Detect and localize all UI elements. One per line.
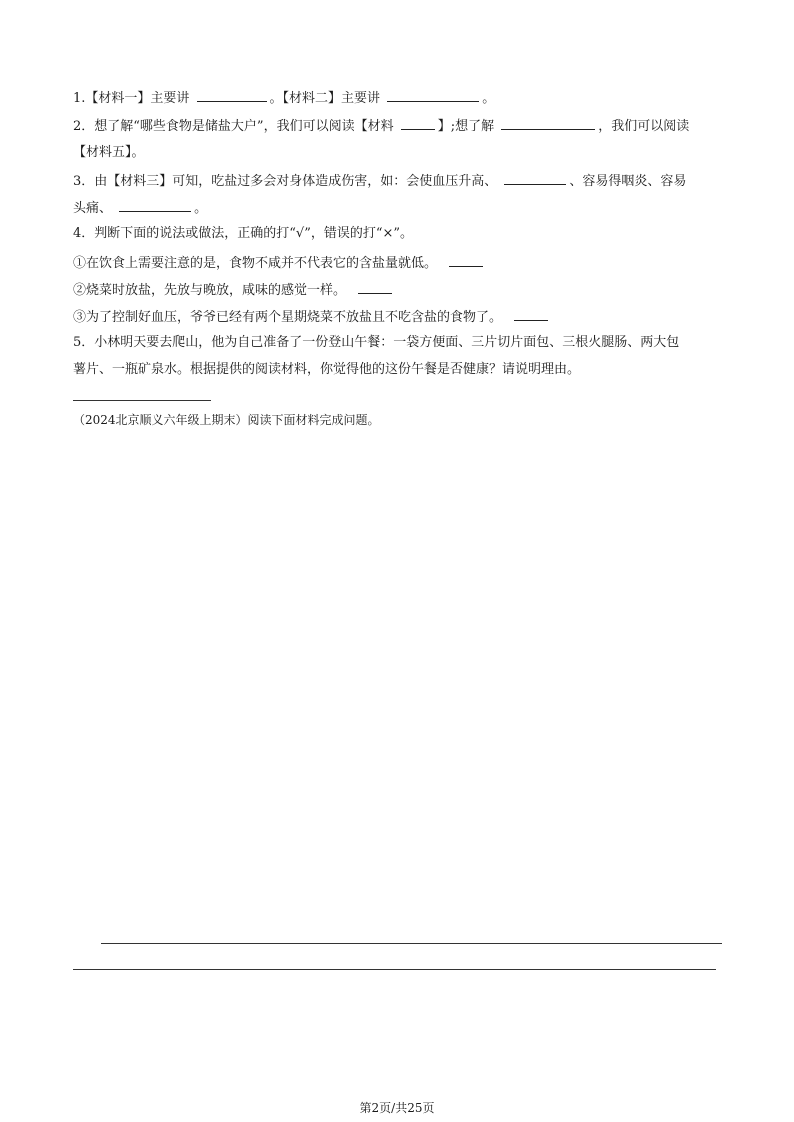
question-4-item-3 <box>73 306 551 326</box>
q2-text-b: 】;想了解 <box>437 119 495 134</box>
question-2-line-2 <box>73 143 145 163</box>
q3-text-b: 、容易得咽炎、容易 <box>569 174 687 189</box>
answer-line-2[interactable] <box>73 969 716 970</box>
q5-line-2: 薯片、一瓶矿泉水。根据提供的阅读材料，你觉得他的这份午餐是否健康？请说明理由。 <box>73 362 581 377</box>
q4-stem: 4．判断下面的说法或做法，正确的打“√”，错误的打“×”。 <box>73 226 414 241</box>
q2-blank-1[interactable] <box>401 115 435 130</box>
question-4-stem <box>73 224 413 244</box>
q3-blank-2[interactable] <box>119 197 191 212</box>
question-3-line-2 <box>73 197 207 217</box>
q4-item-2-blank[interactable] <box>358 279 392 294</box>
question-4-item-2 <box>73 279 395 299</box>
section-divider <box>73 400 211 401</box>
q1-prefix: 1.【材料一】主要讲 <box>73 91 190 106</box>
q1-blank-2[interactable] <box>387 87 479 102</box>
q4-item-2-text: ②烧菜时放盐，先放与晚放，咸味的感觉一样。 <box>73 283 347 298</box>
question-5-line-2 <box>73 360 580 380</box>
q5-line-1: 5．小林明天要去爬山，他为自己准备了一份登山午餐：一袋方便面、三片切片面包、三根火腿肠、两大包 <box>73 335 680 350</box>
answer-line-1[interactable] <box>101 943 722 944</box>
q2-text-line2: 【材料五】。 <box>73 145 145 160</box>
q4-item-3-text: ③为了控制好血压，爷爷已经有两个星期烧菜不放盐且不吃含盐的食物了。 <box>73 310 503 325</box>
q4-item-1-text: ①在饮食上需要注意的是，食物不咸并不代表它的含盐量就低。 <box>73 256 438 271</box>
q4-item-3-blank[interactable] <box>514 306 548 321</box>
q3-text-a: 3．由【材料三】可知，吃盐过多会对身体造成伤害，如：会使血压升高、 <box>73 174 498 189</box>
q3-blank-1[interactable] <box>504 170 566 185</box>
q2-blank-2[interactable] <box>501 115 595 130</box>
question-2-line-1 <box>73 115 689 135</box>
q1-blank-1[interactable] <box>197 87 267 102</box>
q3-text-c: 头痛、 <box>73 201 113 216</box>
question-3-line-1 <box>73 170 686 190</box>
q3-text-d: 。 <box>194 201 208 216</box>
q1-mid: 。【材料二】主要讲 <box>269 91 381 106</box>
question-4-item-1 <box>73 252 486 272</box>
q2-text-c: ，我们可以阅读 <box>598 119 690 134</box>
q1-suffix: 。 <box>482 91 496 106</box>
question-1 <box>73 87 495 107</box>
question-5-line-1 <box>73 333 679 353</box>
q2-text-a: 2．想了解“哪些食物是储盐大户”，我们可以阅读【材料 <box>73 119 394 134</box>
page-number: 第2页/共25页 <box>359 1101 435 1115</box>
source-note: （2024北京顺义六年级上期末）阅读下面材料完成问题。 <box>73 413 380 427</box>
q4-item-1-blank[interactable] <box>449 252 483 267</box>
